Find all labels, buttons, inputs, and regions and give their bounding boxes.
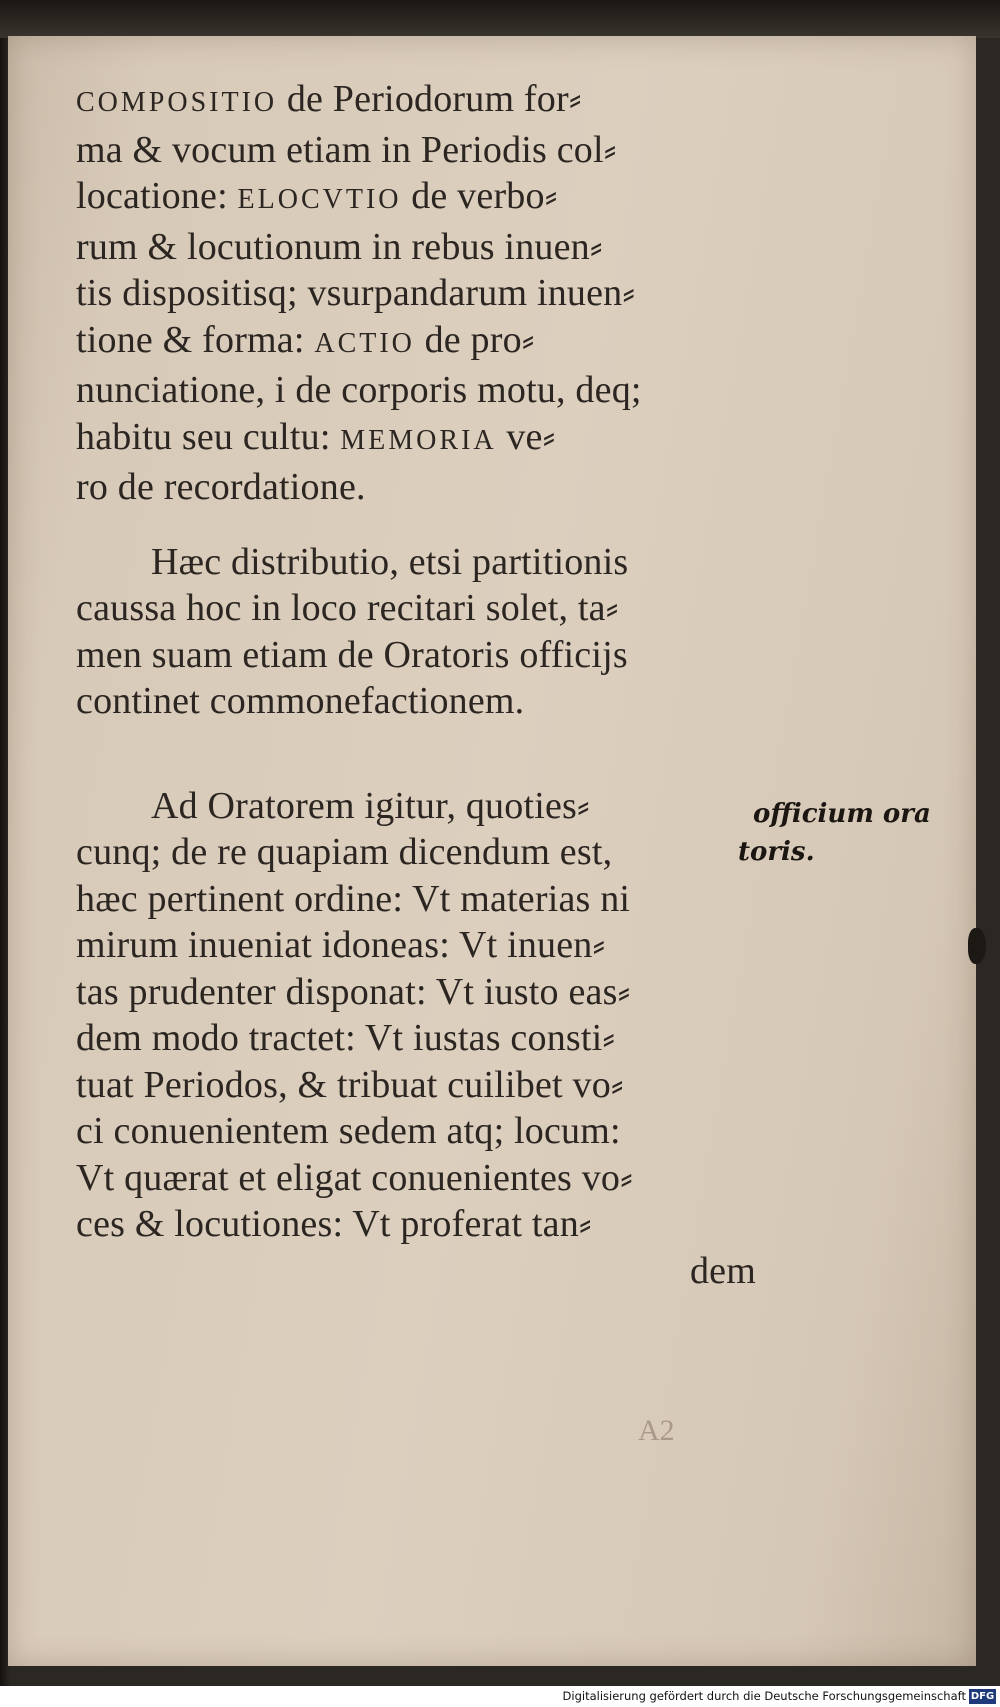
small-caps-term: ELOCVTIO: [237, 184, 402, 215]
text-line: [76, 1062, 756, 1109]
small-caps-term: MEMORIA: [340, 424, 497, 456]
text-line: [76, 173, 756, 224]
text-segment: habitu seu cultu:: [76, 415, 341, 458]
text-segment: continet commonefactionem.: [76, 680, 525, 722]
text-line: [76, 1108, 756, 1155]
text-line: [76, 1015, 756, 1062]
text-line: [76, 678, 756, 725]
book-top-edge: [0, 0, 1000, 38]
text-segment: ces & locutiones: Vt proferat tan⸗: [76, 1203, 592, 1245]
text-line: [76, 969, 756, 1016]
paragraph-1: [76, 76, 756, 511]
text-line: [76, 464, 756, 511]
ink-blot: [968, 928, 986, 964]
text-segment: Vt quærat et eligat conuenientes vo⸗: [76, 1156, 633, 1199]
text-line: [76, 539, 756, 586]
page-body-text: [76, 76, 756, 1294]
small-caps-term: COMPOSITIO: [76, 87, 278, 118]
text-line: [76, 224, 756, 271]
text-segment: rum & locutionum in rebus inuen⸗: [76, 225, 603, 268]
footer-credit-text: Digitalisierung gefördert durch die Deutsche Forschungsgemeinschaft: [562, 1689, 966, 1703]
text-segment: dem: [689, 1249, 756, 1292]
text-line: [76, 414, 756, 465]
small-caps-term: ACTIO: [314, 327, 415, 359]
text-line: [76, 1201, 756, 1248]
text-segment: dem modo tractet: Vt iustas consti⸗: [76, 1017, 616, 1059]
text-segment: Ad Oratorem igitur, quoties⸗: [151, 784, 590, 827]
text-segment: Hæc distributio, etsi partitionis: [151, 540, 629, 583]
text-segment: cunq; de re quapiam dicendum est,: [76, 831, 613, 873]
text-line: [76, 876, 756, 923]
digitization-footer: [0, 1686, 1000, 1707]
text-line: [76, 367, 756, 414]
marginal-note-line-1: officium ora: [753, 799, 931, 829]
text-segment: ro de recordatione.: [76, 466, 366, 508]
text-line: [76, 270, 756, 317]
paragraph-3: [76, 783, 756, 1295]
text-line: [76, 829, 756, 876]
text-segment: locatione:: [76, 175, 238, 217]
text-line: [76, 783, 756, 830]
text-line: [76, 632, 756, 679]
text-segment: de verbo⸗: [401, 175, 558, 217]
text-segment: tuat Periodos, & tribuat cuilibet vo⸗: [76, 1063, 624, 1106]
text-line: [76, 1155, 756, 1202]
text-line: [76, 922, 756, 969]
text-segment: men suam etiam de Oratoris officijs: [76, 633, 628, 676]
book-page: [8, 36, 976, 1666]
text-line: [76, 127, 756, 174]
dfg-logo-icon: DFG: [970, 1691, 995, 1702]
text-segment: ve⸗: [496, 415, 556, 458]
text-segment: ci conuenientem sedem atq; locum:: [76, 1110, 621, 1152]
text-line: [76, 317, 756, 368]
text-line: [76, 1248, 756, 1295]
text-segment: de Periodorum for⸗: [277, 78, 582, 120]
text-segment: de pro⸗: [414, 318, 535, 361]
paragraph-2: [76, 539, 756, 725]
text-segment: nunciatione, i de corporis motu, deq;: [76, 369, 642, 411]
text-line: [76, 76, 756, 127]
text-segment: tione & forma:: [76, 318, 315, 361]
text-segment: tas prudenter disponat: Vt iusto eas⸗: [76, 970, 631, 1013]
marginal-note-line-2: toris.: [738, 837, 815, 867]
pencil-signature-mark: A2: [638, 1414, 675, 1447]
text-line: [76, 585, 756, 632]
text-segment: ma & vocum etiam in Periodis col⸗: [76, 128, 617, 171]
text-segment: tis dispositisq; vsurpandarum inuen⸗: [76, 272, 636, 314]
text-segment: mirum inueniat idoneas: Vt inuen⸗: [76, 924, 606, 966]
text-segment: hæc pertinent ordine: Vt materias ni: [76, 877, 631, 920]
text-segment: caussa hoc in loco recitari solet, ta⸗: [76, 587, 619, 629]
